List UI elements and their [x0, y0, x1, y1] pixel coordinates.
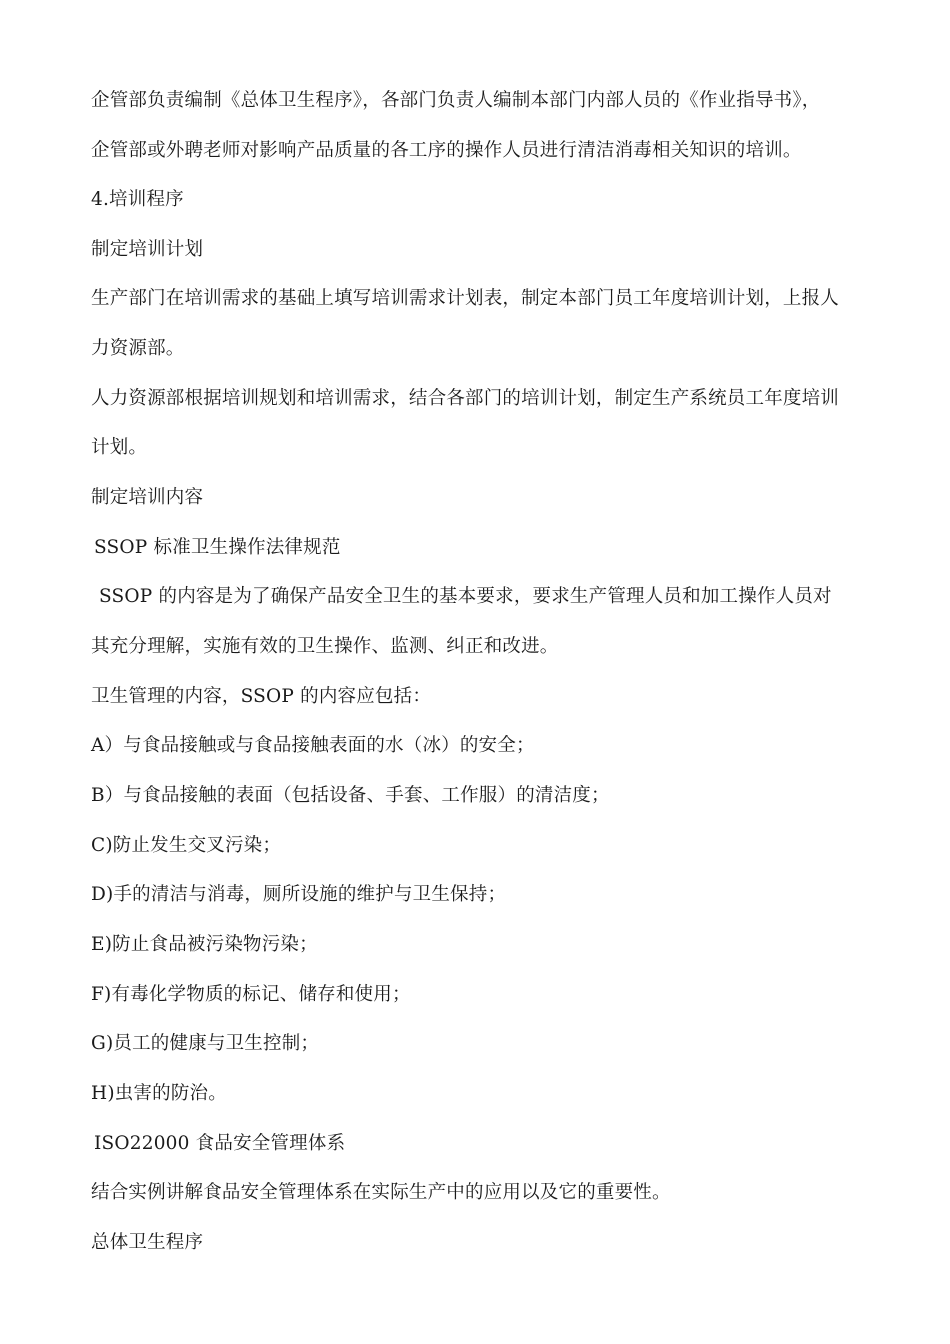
paragraph-line: SSOP 的内容是为了确保产品安全卫生的基本要求，要求生产管理人员和加工操作人员对 — [99, 586, 832, 607]
paragraph-line: 生产部门在培训需求的基础上填写培训需求计划表，制定本部门员工年度培训计划，上报人 — [91, 288, 840, 309]
paragraph-line: 人力资源部根据培训规划和培训需求，结合各部门的培训计划，制定生产系统员工年度培训 — [91, 388, 840, 409]
list-item: C)防止发生交叉污染； — [91, 835, 282, 856]
subsection-heading: 总体卫生程序 — [91, 1232, 204, 1253]
list-item: E)防止食品被污染物污染； — [91, 934, 318, 955]
paragraph-line: 力资源部。 — [91, 338, 185, 359]
paragraph-line: 卫生管理的内容，SSOP 的内容应包括： — [91, 686, 432, 707]
topic-heading: ISO22000 食品安全管理体系 — [94, 1133, 346, 1154]
list-item: D)手的清洁与消毒，厕所设施的维护与卫生保持； — [91, 884, 507, 905]
paragraph-line: 结合实例讲解食品安全管理体系在实际生产中的应用以及它的重要性。 — [91, 1182, 671, 1203]
list-item: A）与食品接触或与食品接触表面的水（冰）的安全； — [91, 735, 535, 756]
subsection-heading: 制定培训内容 — [91, 487, 204, 508]
topic-heading: SSOP 标准卫生操作法律规范 — [94, 537, 341, 558]
paragraph-line: 企管部负责编制《总体卫生程序》，各部门负责人编制本部门内部人员的《作业指导书》， — [91, 90, 821, 111]
list-item: F)有毒化学物质的标记、储存和使用； — [91, 984, 411, 1005]
paragraph-line: 计划。 — [91, 437, 148, 458]
subsection-heading: 制定培训计划 — [91, 239, 204, 260]
list-item: B）与食品接触的表面（包括设备、手套、工作服）的清洁度； — [91, 785, 610, 806]
list-item: G)员工的健康与卫生控制； — [91, 1033, 320, 1054]
section-heading: 4.培训程序 — [91, 189, 184, 210]
paragraph-line: 企管部或外聘老师对影响产品质量的各工序的操作人员进行清洁消毒相关知识的培训。 — [91, 140, 802, 161]
list-item: H)虫害的防治。 — [91, 1083, 227, 1104]
paragraph-line: 其充分理解，实施有效的卫生操作、监测、纠正和改进。 — [91, 636, 559, 657]
